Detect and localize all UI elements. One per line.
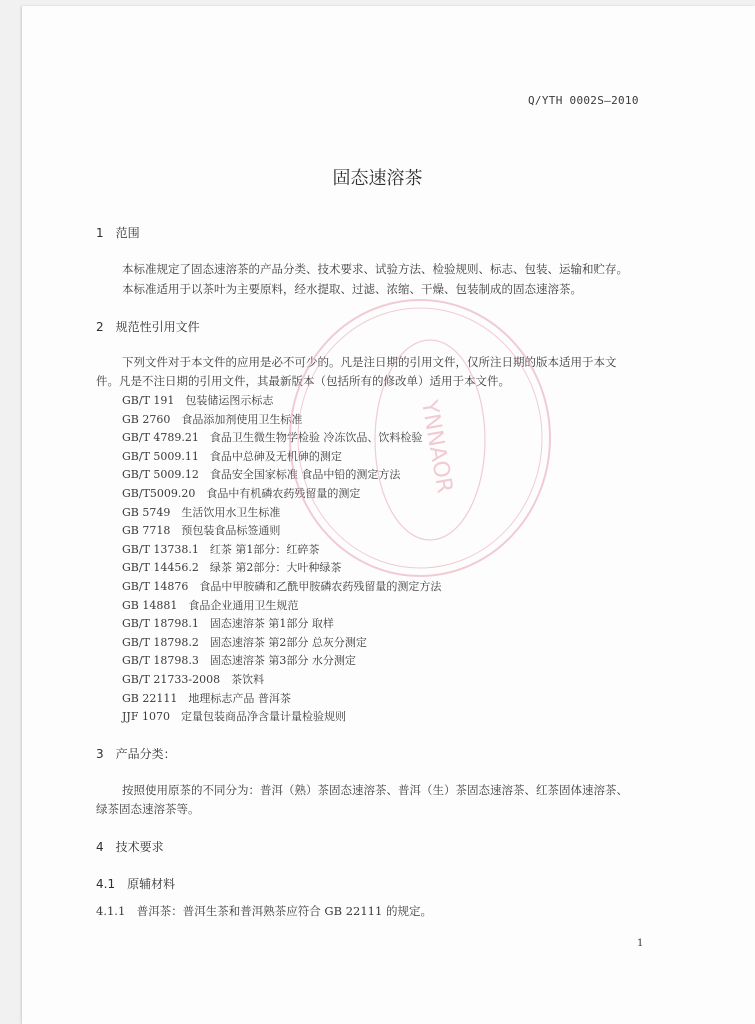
document-code: Q/YTH 0002S—2010 (528, 94, 639, 107)
reference-item: GB 7718 预包装食品标签通则 (122, 524, 281, 538)
reference-item: GB 14881 食品企业通用卫生规范 (122, 598, 299, 612)
reference-item: GB/T 14876 食品中甲胺磷和乙酰甲胺磷农药残留量的测定方法 (122, 580, 442, 593)
section-3-heading: 3 产品分类： (96, 747, 176, 761)
section-4-heading: 4 技术要求 (96, 840, 164, 854)
page-title: 固态速溶茶 (332, 168, 423, 189)
reference-item: JJF 1070 定量包装商品净含量计量检验规则 (122, 710, 346, 724)
section-1-paragraph-1: 本标准规定了固态速溶茶的产品分类、技术要求、试验方法、检验规则、标志、包装、运输和贮存。 (122, 262, 628, 276)
reference-item: GB/T 191 包装储运图示标志 (122, 394, 274, 407)
reference-item: GB 5749 生活饮用水卫生标准 (122, 505, 281, 519)
reference-item: GB/T 13738.1 红茶 第1部分：红碎茶 (122, 542, 320, 556)
reference-item: GB 22111 地理标志产品 普洱茶 (122, 691, 291, 705)
section-2-intro-line-2: 件。凡是不注日期的引用文件，其最新版本（包括所有的修改单）适用于本文件。 (96, 374, 510, 388)
reference-item: GB/T 18798.1 固态速溶茶 第1部分 取样 (122, 617, 334, 631)
reference-item: GB/T 18798.2 固态速溶茶 第2部分 总灰分测定 (122, 635, 367, 649)
section-2-heading: 2 规范性引用文件 (96, 320, 200, 334)
section-2-intro-line-1: 下列文件对于本文件的应用是必不可少的。凡是注日期的引用文件，仅所注日期的版本适用于本文 (122, 355, 617, 369)
svg-text:YNNAOR: YNNAOR (415, 398, 457, 496)
reference-item: GB/T 18798.3 固态速溶茶 第3部分 水分测定 (122, 654, 356, 668)
page-number: 1 (637, 938, 644, 949)
reference-item: GB/T 5009.12 食品安全国家标准 食品中铅的测定方法 (122, 468, 401, 482)
reference-item: GB/T 14456.2 绿茶 第2部分：大叶种绿茶 (122, 561, 342, 575)
section-4-1-1-text: 4.1.1 普洱茶：普洱生茶和普洱熟茶应符合 GB 22111 的规定。 (96, 904, 432, 918)
section-4-1-heading: 4.1 原辅材料 (96, 877, 176, 891)
section-3-line-2: 绿茶固态速溶茶等。 (96, 802, 200, 816)
section-1-heading: 1 范围 (96, 226, 140, 240)
reference-item: GB/T 4789.21 食品卫生微生物学检验 冷冻饮品、饮料检验 (122, 431, 423, 445)
reference-item: GB/T 5009.11 食品中总砷及无机砷的测定 (122, 449, 342, 463)
reference-item: GB 2760 食品添加剂使用卫生标准 (122, 412, 303, 426)
reference-item: GB/T5009.20 食品中有机磷农药残留量的测定 (122, 487, 361, 500)
reference-item: GB/T 21733-2008 茶饮料 (122, 673, 265, 686)
section-3-line-1: 按照使用原茶的不同分为：普洱（熟）茶固态速溶茶、普洱（生）茶固态速溶茶、红茶固体速溶茶、 (122, 783, 628, 797)
section-1-paragraph-2: 本标准适用于以茶叶为主要原料，经水提取、过滤、浓缩、干燥、包装制成的固态速溶茶。 (122, 282, 582, 296)
